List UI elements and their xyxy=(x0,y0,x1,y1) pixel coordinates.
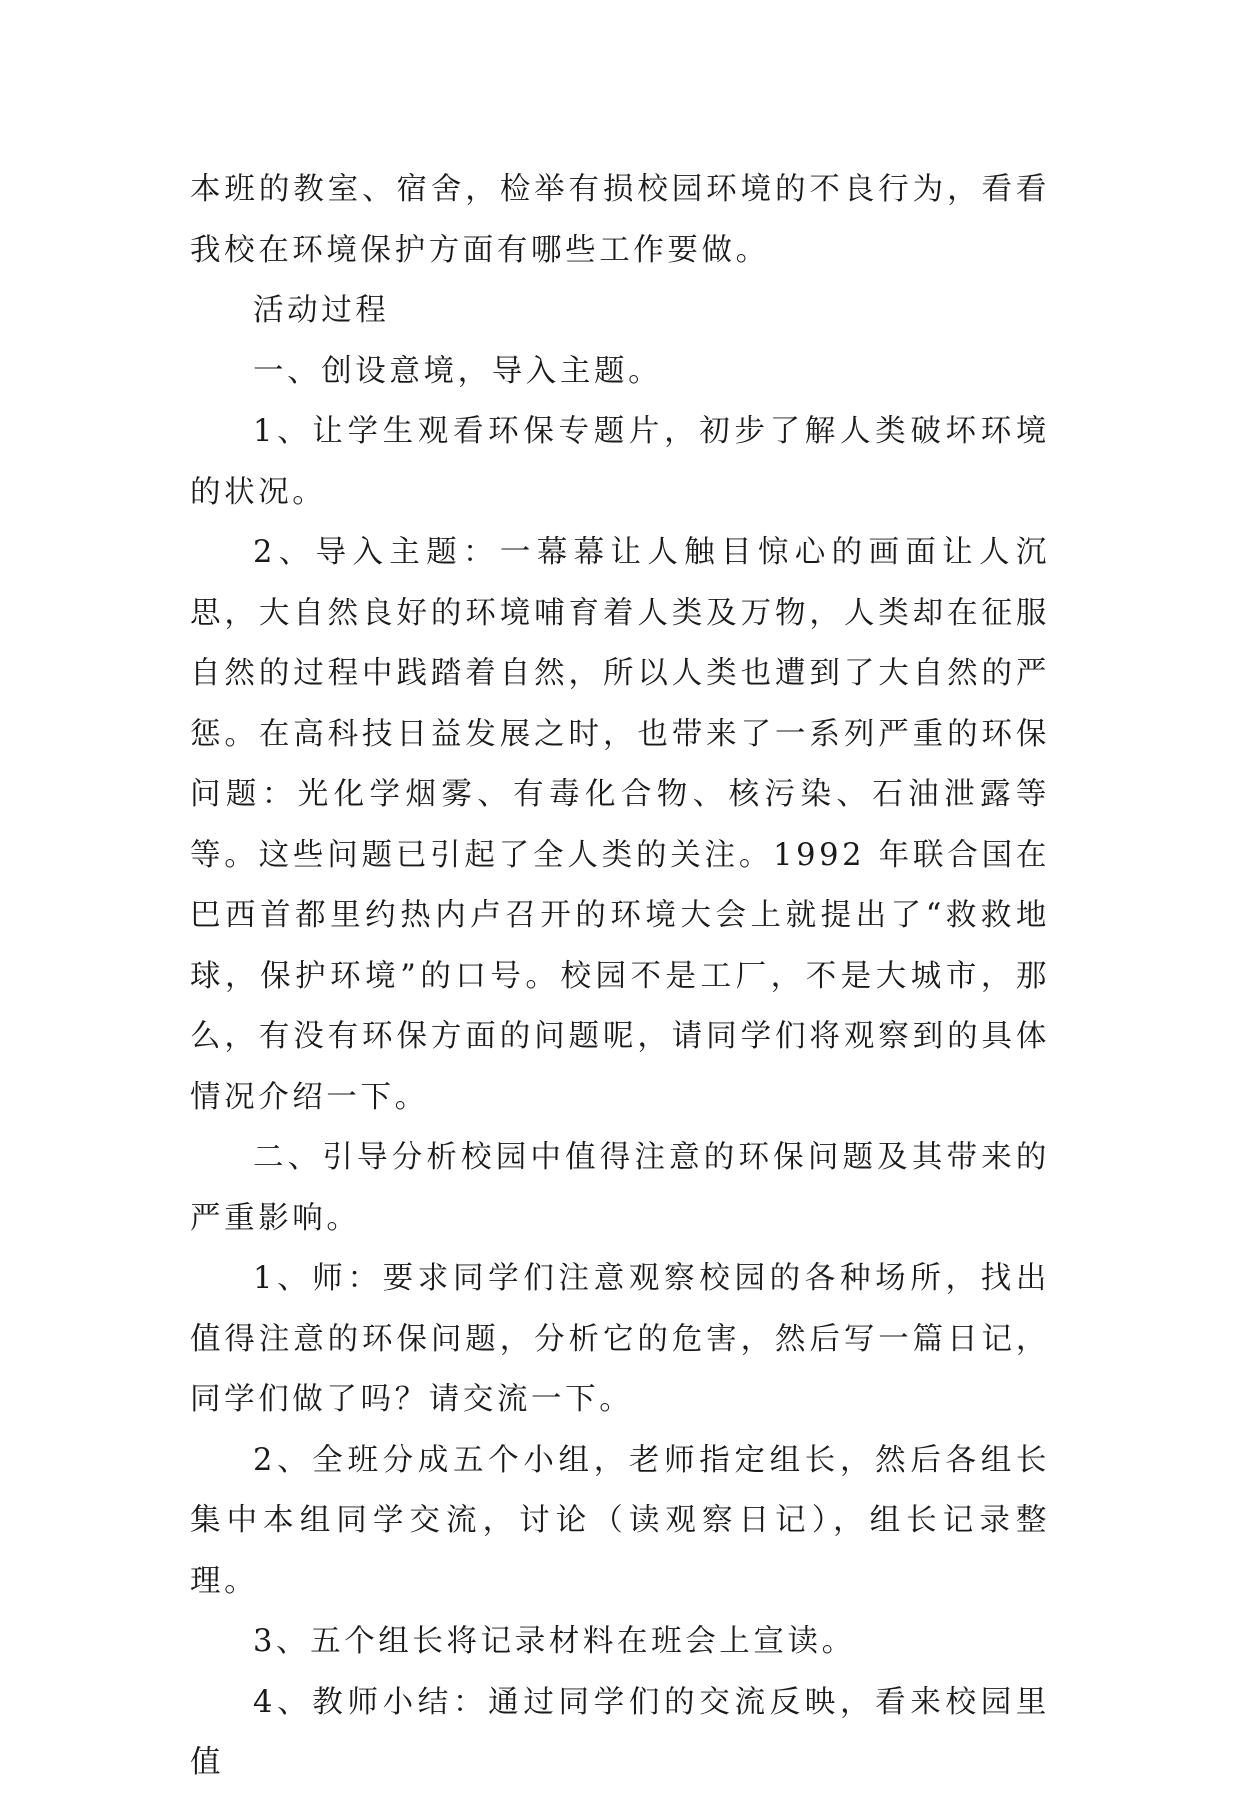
paragraph-continuation: 本班的教室、宿舍，检举有损校园环境的不良行为，看看我校在环境保护方面有哪些工作要做。 xyxy=(190,172,1050,268)
paragraph-item-3-b: 3、五个组长将记录材料在班会上宣读。 xyxy=(253,1624,856,1659)
paragraph-item-1-b: 1、师：要求同学们注意观察校园的各种场所，找出值得注意的环保问题，分析它的危害，然后写一篇日记，同学们做了吗？请交流一下。 xyxy=(190,1261,1050,1417)
section-heading-activity-process: 活动过程 xyxy=(253,293,390,328)
section-heading-one: 一、创设意境，导入主题。 xyxy=(253,353,663,389)
paragraph-item-2-b: 2、全班分成五个小组，老师指定组长，然后各组长集中本组同学交流，讨论（读观察日记），组长记录整理。 xyxy=(190,1442,1050,1599)
paragraph-item-2: 2、导入主题：一幕幕让人触目惊心的画面让人沉思，大自然良好的环境哺育着人类及万物，人类却在征服自然的过程中践踏着自然，所以人类也遭到了大自然的严惩。在高科技日益发展之时，也带来了一系列严重的环保问题：光化学烟雾、有毒化合物、核污染、石油泄露等等。这些问题已引起了全人类的关注。1992 年联合国在巴西首都里约热内卢召开的环境大会上就提出了“救救地球，保护环境”的口号。校园不是工厂，不是大城市，那么，有没有环保方面的问题呢，请同学们将观察到的具体情况介绍一下。 xyxy=(190,535,1050,1115)
document-body xyxy=(190,160,1050,1794)
paragraph-item-4-b: 4、教师小结：通过同学们的交流反映，看来校园里值 xyxy=(190,1684,1050,1780)
section-heading-two: 二、引导分析校园中值得注意的环保问题及其带来的严重影响。 xyxy=(190,1140,1050,1236)
paragraph-item-1: 1、让学生观看环保专题片，初步了解人类破坏环境的状况。 xyxy=(190,414,1050,510)
